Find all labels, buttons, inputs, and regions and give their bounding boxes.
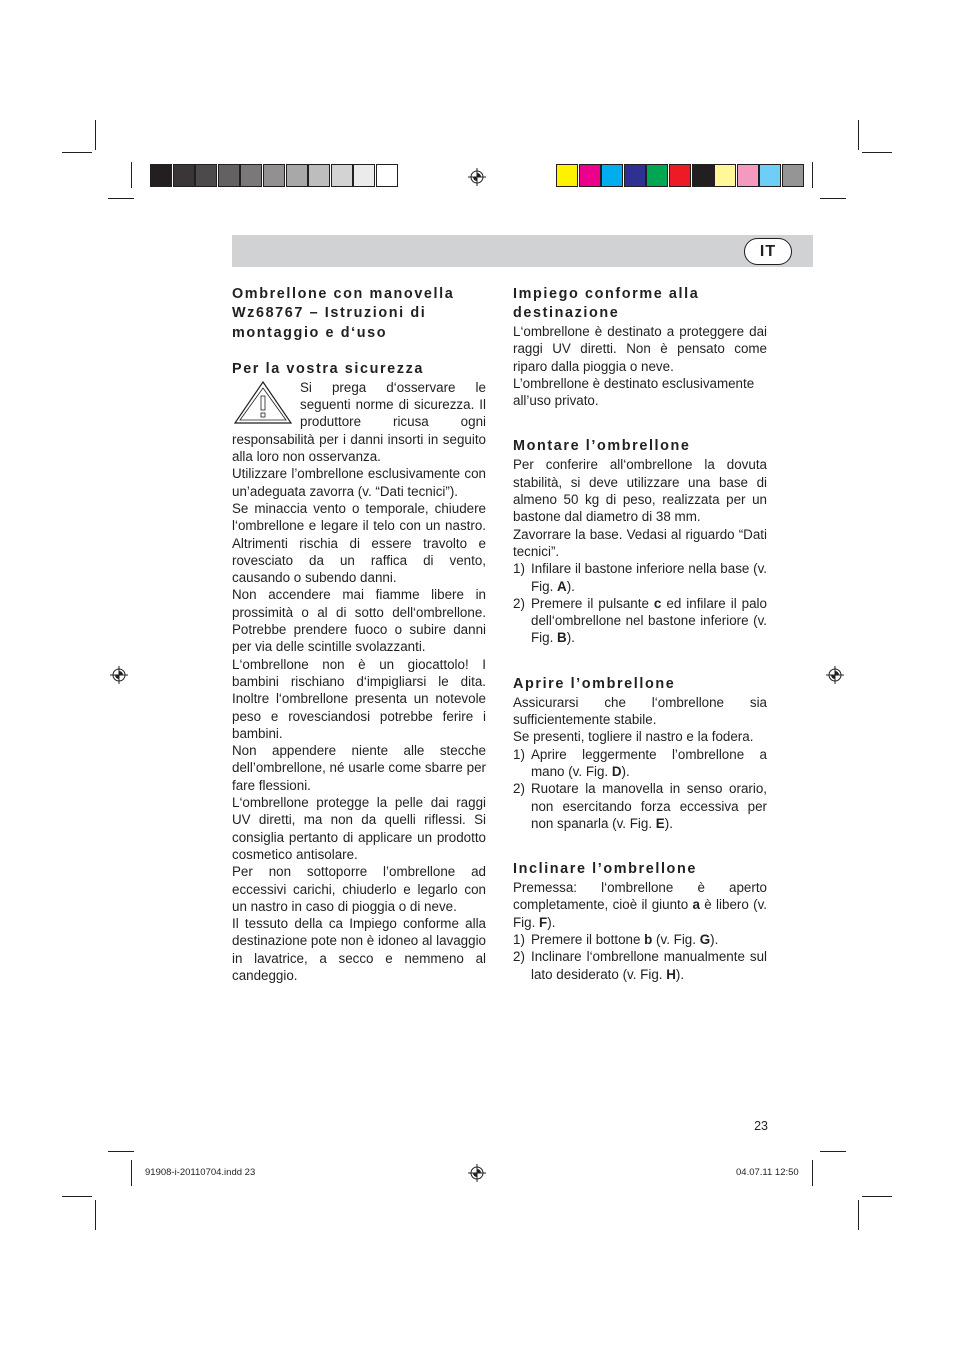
color-swatch	[331, 164, 353, 187]
list-item: 2) Inclinare l‘ombrellone manualmente sul lato desiderato (v. Fig. H).	[513, 949, 767, 982]
color-swatch	[308, 164, 330, 187]
tilt-heading: Inclinare l’ombrellone	[513, 861, 697, 878]
mount-steps	[513, 560, 767, 646]
tilt-paragraph: Premessa: l‘ombrellone è aperto completamente, cioè il giunto a è libero (v. Fig. F).	[513, 880, 767, 930]
color-swatch	[737, 164, 759, 187]
open-paragraph: Assicurarsi che l‘ombrellone sia sufficientemente stabile.	[513, 694, 767, 728]
crop-mark	[812, 162, 813, 188]
footer-file: 91908-i-20110704.indd 23	[145, 1167, 256, 1178]
crop-mark	[131, 1160, 132, 1186]
color-swatch	[669, 164, 691, 187]
crop-mark	[108, 198, 134, 199]
color-swatch	[218, 164, 240, 187]
color-swatch	[173, 164, 195, 187]
color-swatch	[353, 164, 375, 187]
safety-paragraph: L‘ombrellone protegge la pelle dai raggi UV diretti, ma non da quelli riflessi. Si consiglia pertanto di applicare un prodotto cosmetico antisolare.	[232, 795, 486, 862]
document-title: Ombrellone con manovella Wz68767 – Istruzioni di montaggio e d‘uso	[232, 286, 455, 341]
left-column	[232, 285, 486, 984]
use-paragraph: L‘ombrellone è destinato a proteggere dai raggi UV diretti. Non è pensato come riparo dalla pioggia o neve.	[513, 324, 767, 374]
footer-date: 04.07.11 12:50	[736, 1167, 799, 1178]
safety-paragraph: Non accendere mai fiamme libere in prossimità o al di sotto dell‘ombrellone. Potrebbe prendere fuoco o subire danni per via delle scintille svolazzanti.	[232, 587, 486, 655]
warning-triangle-icon	[232, 379, 294, 425]
color-swatch	[759, 164, 781, 187]
color-swatch	[376, 164, 398, 187]
crop-mark	[858, 1200, 859, 1230]
color-swatch	[195, 164, 217, 187]
registration-mark-icon	[468, 168, 486, 186]
open-paragraph: Se presenti, togliere il nastro e la fodera.	[513, 729, 754, 745]
color-swatch	[556, 164, 578, 187]
mount-paragraph: Per conferire all‘ombrellone la dovuta stabilità, si deve utilizzare una base di almeno 50 kg di peso, realizzata per un bastone dal diametro di 38 mm.	[513, 457, 767, 525]
crop-mark	[820, 198, 846, 199]
list-item: 2) Premere il pulsante c ed infilare il palo dell‘ombrellone nel bastone inferiore (v. Fig. B).	[513, 595, 767, 646]
color-swatch	[286, 164, 308, 187]
list-item: 1) Aprire leggermente l’ombrellone a mano (v. Fig. D).	[513, 746, 767, 779]
language-badge: IT	[744, 238, 792, 265]
color-swatch	[624, 164, 646, 187]
color-swatch	[714, 164, 736, 187]
crop-mark	[95, 120, 96, 150]
safety-paragraph: Non appendere niente alle stecche dell’ombrellone, né usarle come sbarre per fare flessioni.	[232, 743, 486, 793]
color-swatch	[579, 164, 601, 187]
registration-mark-icon	[468, 1164, 486, 1182]
use-paragraph: L’ombrellone è destinato esclusivamente all’uso privato.	[513, 375, 755, 409]
crop-mark	[108, 1151, 134, 1152]
registration-mark-icon	[110, 666, 128, 684]
crop-mark	[820, 1151, 846, 1152]
crop-mark	[862, 1196, 892, 1197]
safety-paragraph: L‘ombrellone non è un giocattolo! I bambini rischiano d‘impigliarsi le dita. Inoltre l‘ombrellone presenta un notevole peso e rovesciandosi potrebbe ferire i bambini.	[232, 656, 486, 741]
mount-paragraph: Zavorrare la base. Vedasi al riguardo “Dati tecnici”.	[513, 526, 767, 559]
color-swatch	[240, 164, 262, 187]
list-item: 2) Ruotare la manovella in senso orario, non esercitando forza eccessiva per non spanarla (v. Fig. E).	[513, 781, 767, 831]
safety-paragraph: Per non sottoporre l’ombrellone ad eccessivi carichi, chiuderlo e legarlo con un nastro in caso di pioggia o di neve.	[232, 864, 486, 914]
crop-mark	[858, 120, 859, 150]
open-heading: Aprire l’ombrellone	[513, 675, 676, 692]
color-swatch	[646, 164, 668, 187]
page-number: 23	[754, 1119, 768, 1133]
crop-mark	[62, 152, 92, 153]
mount-heading: Montare l’ombrellone	[513, 438, 691, 455]
tilt-steps	[513, 931, 767, 983]
header-band	[232, 235, 813, 267]
crop-mark	[812, 1160, 813, 1186]
list-item: 1) Infilare il bastone inferiore nella base (v. Fig. A).	[513, 561, 767, 594]
registration-mark-icon	[826, 666, 844, 684]
crop-mark	[862, 152, 892, 153]
safety-paragraph: Se minaccia vento o temporale, chiudere l‘ombrellone e legare il telo con un nastro. Altrimenti rischia di essere travolto e rovesciato da un raffica di vento, causando o subendo danni.	[232, 500, 486, 586]
crop-mark	[95, 1200, 96, 1230]
color-swatch	[782, 164, 804, 187]
open-steps	[513, 746, 767, 832]
crop-mark	[131, 162, 132, 188]
safety-heading: Per la vostra sicurezza	[232, 360, 424, 377]
color-swatch	[263, 164, 285, 187]
use-heading: Impiego conforme alla destinazione	[513, 286, 700, 321]
safety-paragraph: Si prega d‘osservare le seguenti norme di sicurezza. Il produttore ricusa ogni responsabilità per i danni insorti in seguito alla loro non osservanza.	[232, 379, 486, 465]
list-item: 1) Premere il bottone b (v. Fig. G).	[513, 932, 719, 948]
color-swatch	[601, 164, 623, 187]
right-column	[513, 285, 767, 983]
crop-mark	[62, 1196, 92, 1197]
safety-paragraph: Il tessuto della ca Impiego conforme alla destinazione pote non è idoneo al lavaggio in lavatrice, a secco e nemmeno al candeggio.	[232, 916, 486, 983]
color-swatch	[150, 164, 172, 187]
color-swatch	[692, 164, 714, 187]
safety-paragraph: Utilizzare l’ombrellone esclusivamente con un’adeguata zavorra (v. “Dati tecnici”).	[232, 466, 486, 499]
